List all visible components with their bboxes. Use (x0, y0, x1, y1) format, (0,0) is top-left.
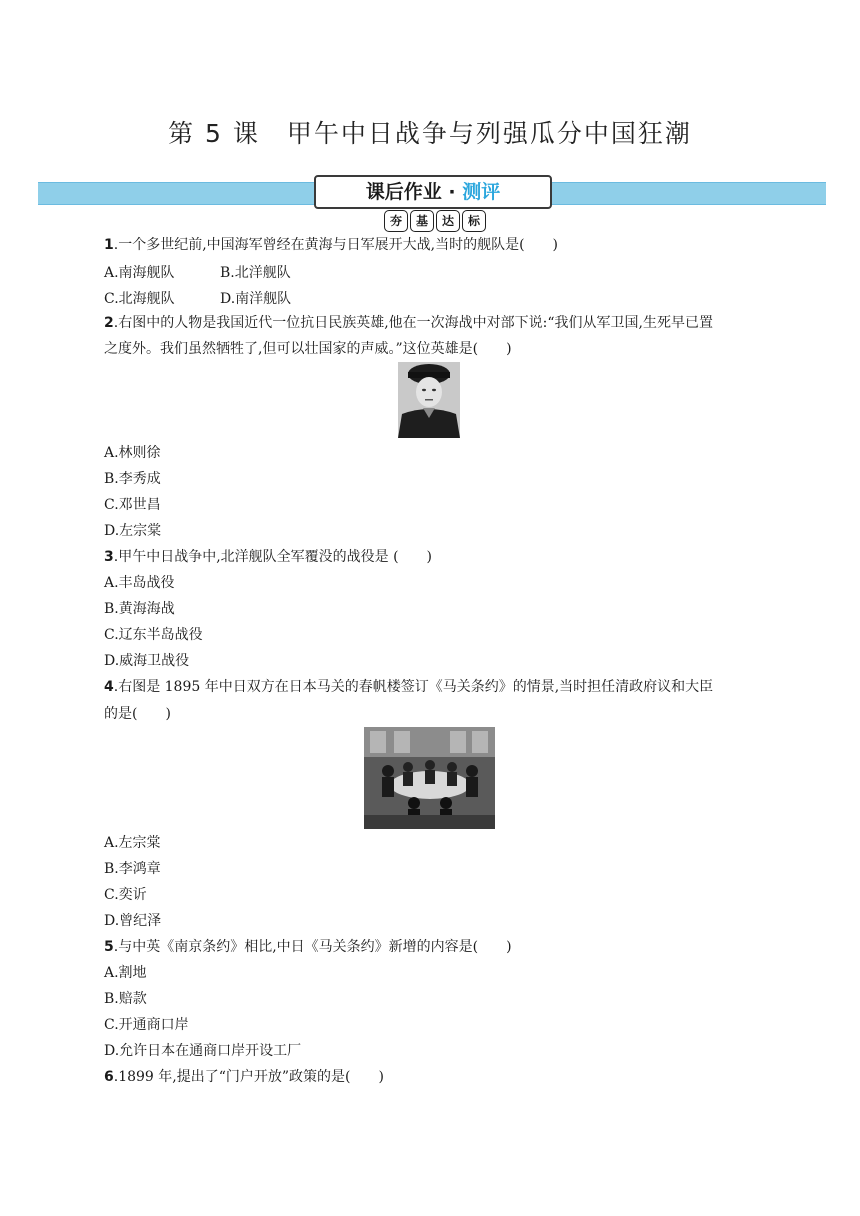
question-text: .甲午中日战争中,北洋舰队全军覆没的战役是 ( ) (113, 549, 433, 565)
portrait-photo (398, 362, 460, 438)
section-banner (314, 175, 552, 209)
question-number: 6 (104, 1069, 114, 1085)
question-3-option-d[interactable]: D.威海卫战役 (104, 653, 190, 669)
question-number: 3 (104, 549, 114, 565)
question-4-option-d[interactable]: D.曾纪泽 (104, 913, 162, 929)
question-5-option-d[interactable]: D.允许日本在通商口岸开设工厂 (104, 1043, 302, 1059)
question-5-option-a[interactable]: A.割地 (104, 965, 147, 981)
question-text: .与中英《南京条约》相比,中日《马关条约》新增的内容是( ) (113, 939, 512, 955)
question-4-option-c[interactable]: C.奕䜣 (104, 887, 147, 903)
question-5-option-c[interactable]: C.开通商口岸 (104, 1017, 189, 1033)
badge-char: 达 (436, 210, 460, 232)
banner-label: 课后作业 (365, 181, 442, 203)
question-4-option-b[interactable]: B.李鸿章 (104, 861, 161, 877)
badge-char: 基 (410, 210, 434, 232)
question-2-option-b[interactable]: B.李秀成 (104, 471, 161, 487)
banner-label-highlight: 测评 (462, 181, 501, 203)
question-2 (104, 314, 713, 332)
question-5-option-b[interactable]: B.赔款 (104, 991, 147, 1007)
question-text: .一个多世纪前,中国海军曾经在黄海与日军展开大战,当时的舰队是( ) (113, 237, 559, 253)
question-3 (104, 548, 432, 566)
option-c[interactable]: C.北海舰队 (104, 291, 175, 307)
option-b[interactable]: B.北洋舰队 (220, 265, 291, 281)
question-2-option-a[interactable]: A.林则徐 (104, 445, 161, 461)
treaty-signing-photo (364, 727, 495, 829)
question-2-option-d[interactable]: D.左宗棠 (104, 523, 162, 539)
question-4-option-a[interactable]: A.左宗棠 (104, 835, 161, 851)
question-text: .右图中的人物是我国近代一位抗日民族英雄,他在一次海战中对部下说:“我们从军卫国,生死早已置 (113, 315, 713, 331)
question-1-options-row-1 (104, 262, 291, 282)
badge-char: 夯 (384, 210, 408, 232)
question-5 (104, 938, 512, 956)
level-badges (384, 210, 486, 232)
question-number: 2 (104, 315, 114, 331)
question-3-option-a[interactable]: A.丰岛战役 (104, 575, 175, 591)
question-6 (104, 1068, 384, 1086)
question-1 (104, 236, 558, 254)
question-1-options-row-2 (104, 288, 292, 308)
option-a[interactable]: A.南海舰队 (104, 265, 175, 281)
badge-char: 标 (462, 210, 486, 232)
question-3-option-c[interactable]: C.辽东半岛战役 (104, 627, 203, 643)
banner-dot: · (448, 181, 456, 203)
page-title: 第 5 课 甲午中日战争与列强瓜分中国狂潮 (168, 119, 692, 148)
question-number: 5 (104, 939, 114, 955)
question-4 (104, 678, 713, 696)
question-2-continued: 之度外。我们虽然牺牲了,但可以壮国家的声威。”这位英雄是( ) (104, 341, 512, 357)
question-3-option-b[interactable]: B.黄海海战 (104, 601, 175, 617)
question-2-option-c[interactable]: C.邓世昌 (104, 497, 161, 513)
question-4-continued: 的是( ) (104, 706, 171, 722)
question-text: .1899 年,提出了“门户开放”政策的是( ) (113, 1069, 384, 1085)
question-text: .右图是 1895 年中日双方在日本马关的春帆楼签订《马关条约》的情景,当时担任清政府议和大臣 (113, 679, 714, 695)
question-number: 1 (104, 237, 114, 253)
option-d[interactable]: D.南洋舰队 (220, 291, 292, 307)
question-number: 4 (104, 679, 114, 695)
